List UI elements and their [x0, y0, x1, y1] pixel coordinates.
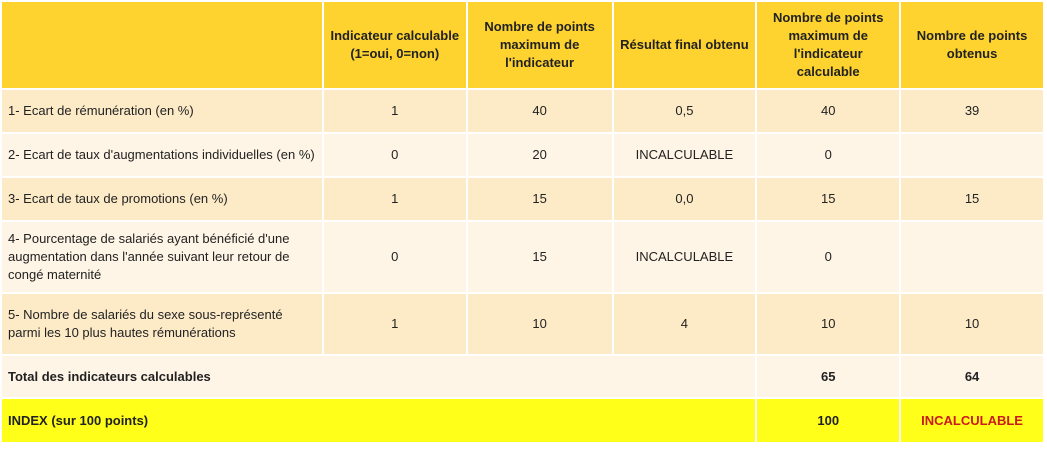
row-calculable: 1 — [324, 90, 466, 132]
index-row — [2, 399, 1043, 442]
table-row — [2, 90, 1043, 132]
header-row — [2, 2, 1043, 88]
table-row — [2, 294, 1043, 354]
row-label: 1- Ecart de rémunération (en %) — [2, 90, 322, 132]
row-obtained: 15 — [901, 178, 1043, 220]
row-max-points: 15 — [468, 178, 612, 220]
row-max-points: 20 — [468, 134, 612, 176]
row-max-calc: 15 — [757, 178, 899, 220]
header-result: Résultat final obtenu — [614, 2, 756, 88]
total-row — [2, 356, 1043, 397]
table-row — [2, 222, 1043, 292]
row-obtained: 10 — [901, 294, 1043, 354]
index-max-calc: 100 — [757, 399, 899, 442]
header-max-calc: Nombre de points maximum de l'indicateur calculable — [757, 2, 899, 88]
row-max-calc: 40 — [757, 90, 899, 132]
row-label: 2- Ecart de taux d'augmentations individuelles (en %) — [2, 134, 322, 176]
total-obtained: 64 — [901, 356, 1043, 397]
header-max-points: Nombre de points maximum de l'indicateur — [468, 2, 612, 88]
row-result: 0,5 — [614, 90, 756, 132]
row-calculable: 0 — [324, 222, 466, 292]
row-obtained — [901, 222, 1043, 292]
row-calculable: 0 — [324, 134, 466, 176]
row-label: 3- Ecart de taux de promotions (en %) — [2, 178, 322, 220]
index-label: INDEX (sur 100 points) — [2, 399, 755, 442]
row-label: 4- Pourcentage de salariés ayant bénéficié d'une augmentation dans l'année suivant leur retour de congé maternité — [2, 222, 322, 292]
row-calculable: 1 — [324, 294, 466, 354]
header-obtained: Nombre de points obtenus — [901, 2, 1043, 88]
table-row — [2, 134, 1043, 176]
row-result: 4 — [614, 294, 756, 354]
header-calculable: Indicateur calculable (1=oui, 0=non) — [324, 2, 466, 88]
row-obtained — [901, 134, 1043, 176]
row-result: INCALCULABLE — [614, 134, 756, 176]
table-row — [2, 178, 1043, 220]
row-max-points: 40 — [468, 90, 612, 132]
row-max-points: 15 — [468, 222, 612, 292]
row-obtained: 39 — [901, 90, 1043, 132]
row-max-calc: 0 — [757, 222, 899, 292]
row-label: 5- Nombre de salariés du sexe sous-représenté parmi les 10 plus hautes rémunérations — [2, 294, 322, 354]
row-max-calc: 0 — [757, 134, 899, 176]
header-blank-cell — [2, 2, 322, 88]
total-max-calc: 65 — [757, 356, 899, 397]
row-result: INCALCULABLE — [614, 222, 756, 292]
total-label: Total des indicateurs calculables — [2, 356, 755, 397]
row-result: 0,0 — [614, 178, 756, 220]
row-max-calc: 10 — [757, 294, 899, 354]
row-max-points: 10 — [468, 294, 612, 354]
row-calculable: 1 — [324, 178, 466, 220]
index-obtained: INCALCULABLE — [901, 399, 1043, 442]
